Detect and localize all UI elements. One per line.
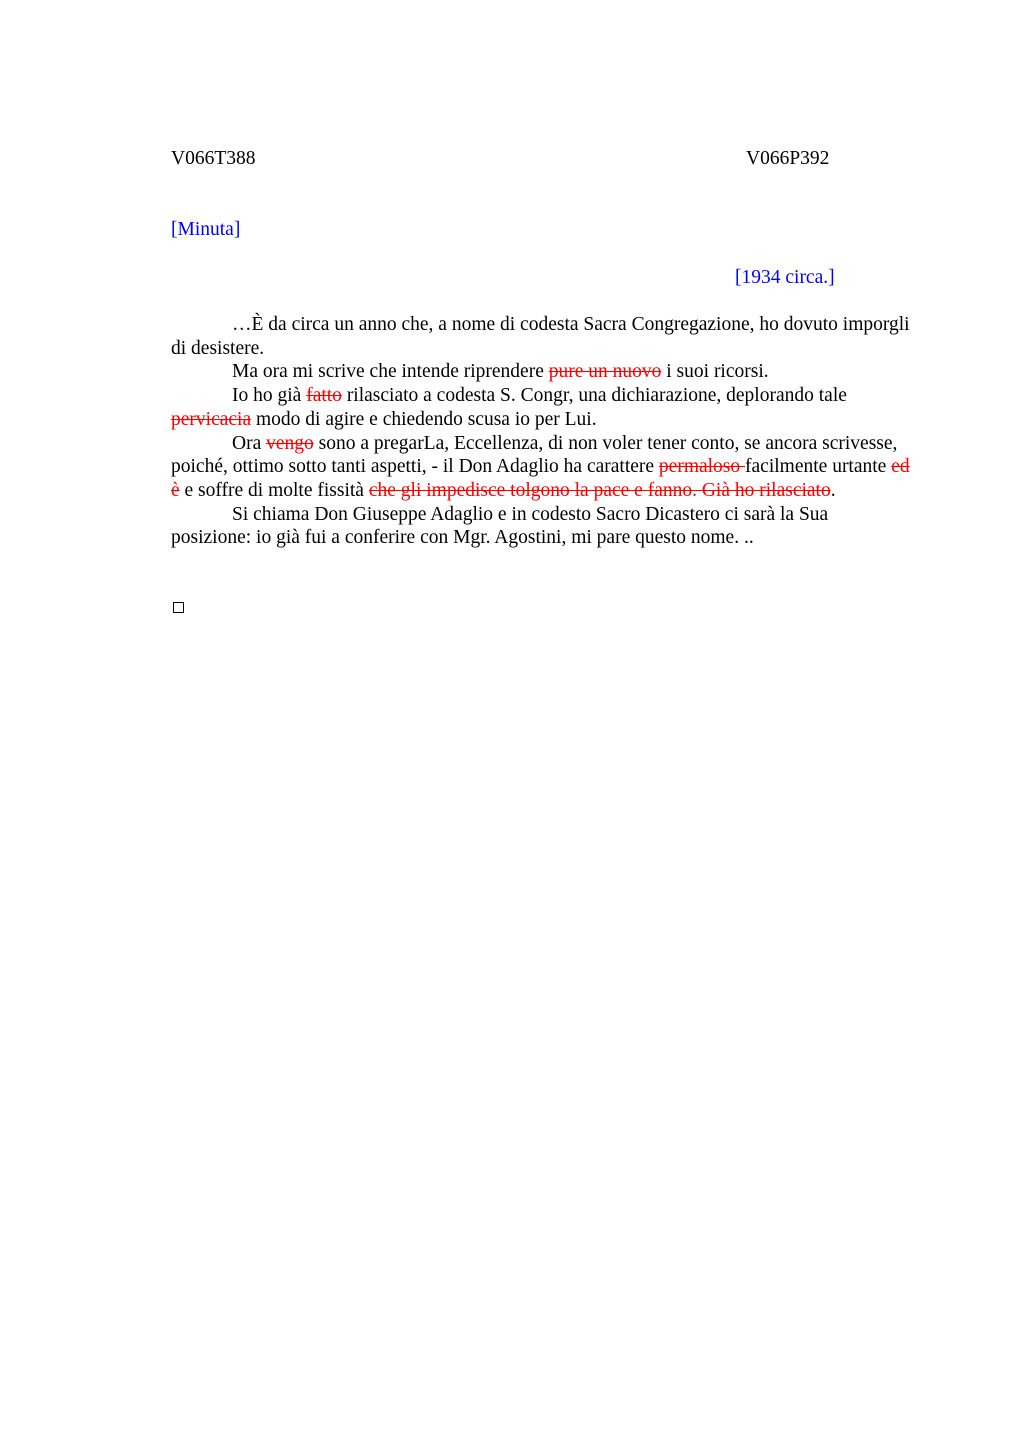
text-segment: i suoi ricorsi. xyxy=(661,361,769,383)
deleted-text: pure un nuovo xyxy=(548,361,662,383)
minuta-label: [Minuta] xyxy=(171,219,241,240)
paragraph-5 xyxy=(171,503,911,550)
deleted-text: fatto xyxy=(306,385,342,407)
text-segment: e soffre di molte fissità xyxy=(179,479,369,501)
text-segment: facilmente urtante xyxy=(745,456,892,478)
text-segment: . xyxy=(830,479,836,501)
deleted-text: che gli impedisce tolgono la pace e fanno. Già ho rilasciato xyxy=(368,479,831,501)
text-segment: Ora xyxy=(232,432,267,454)
paragraph-2 xyxy=(171,360,911,384)
text-segment: Ma ora mi scrive che intende riprendere xyxy=(232,361,549,383)
letter-body xyxy=(171,313,911,550)
square-outline-icon xyxy=(173,602,184,613)
deleted-text: pervicacia xyxy=(171,408,252,430)
deleted-text: vengo xyxy=(266,432,314,454)
text-segment: Si chiama Don Giuseppe Adaglio e in codesto Sacro Dicastero ci sarà la Sua posizione: io già fui a conferire con Mgr. Agostini, mi pare questo nome. .. xyxy=(171,503,829,549)
deleted-text: permaloso xyxy=(658,456,746,478)
paragraph-3 xyxy=(171,384,911,431)
text-segment: sono a pregarLa, Eccellenza, di non voler tener conto, se ancora scrivesse, poiché, ottimo sotto tanti aspetti, - il Don Adaglio ha carattere xyxy=(171,432,898,478)
text-segment: Io ho già xyxy=(232,385,307,407)
date-label: [1934 circa.] xyxy=(735,267,835,288)
text-segment: …È da circa un anno che, a nome di codesta Sacra Congregazione, ho dovuto imporgli di desistere. xyxy=(171,314,910,359)
text-segment: modo di agire e chiedendo scusa io per Lui. xyxy=(251,408,597,430)
document-code-right: V066P392 xyxy=(746,148,830,169)
document-code-left: V066T388 xyxy=(171,148,256,169)
paragraph-4 xyxy=(171,432,911,503)
text-segment: rilasciato a codesta S. Congr, una dichiarazione, deplorando tale xyxy=(341,385,847,407)
deleted-text: ed è xyxy=(171,456,910,501)
paragraph-1 xyxy=(171,313,911,360)
